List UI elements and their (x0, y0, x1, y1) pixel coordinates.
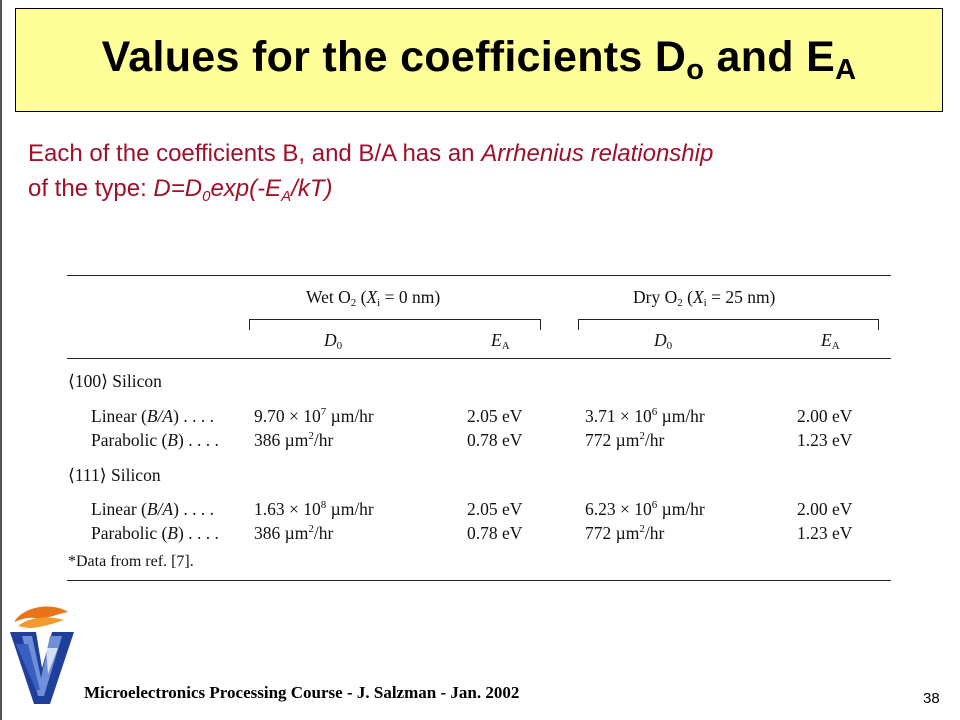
col-header-wet-ea: $E_A$ (491, 330, 510, 352)
dry-group-bracket (578, 319, 879, 330)
technion-logo-icon (6, 604, 76, 708)
cell-wet-d0: $1.63 \times 10^8$ µm/hr (254, 499, 374, 519)
cell-wet-ea: 0.78 eV (467, 523, 523, 543)
cell-wet-ea: 0.78 eV (467, 430, 523, 450)
wet-group-bracket (249, 319, 541, 330)
page-number: 38 (923, 690, 940, 707)
section-heading-111: ⟨111⟩ Silicon (68, 465, 161, 485)
col-header-dry-ea: $E_A$ (821, 330, 840, 352)
row-label: Parabolic (B) . . . . (91, 430, 219, 450)
row-label: Parabolic (B) . . . . (91, 523, 219, 543)
cell-dry-d0: $6.23 \times 10^6$ µm/hr (585, 499, 705, 519)
header-dry-group: Dry $O_2$ ($X_i = 25$ nm) (633, 287, 776, 309)
cell-wet-ea: 2.05 eV (467, 406, 523, 426)
table-footnote: *Data from ref. [7]. (68, 553, 194, 570)
slide-title: Values for the coefficients $D_o$ and $E_A$ (101, 33, 857, 86)
cell-dry-ea: 1.23 eV (797, 523, 853, 543)
cell-wet-d0: 386 µm$^2$/hr (254, 523, 334, 543)
cell-wet-ea: 2.05 eV (467, 499, 523, 519)
section-heading-100: ⟨100⟩ Silicon (68, 371, 162, 391)
footer-course-credit: Microelectronics Processing Course - J. Salzman - Jan. 2002 (84, 683, 520, 702)
cell-dry-ea: 1.23 eV (797, 430, 853, 450)
cell-dry-d0: 772 µm$^2$/hr (585, 430, 665, 450)
cell-wet-d0: $9.70 \times 10^7$ µm/hr (254, 406, 374, 426)
table-top-rule (67, 275, 891, 276)
col-header-wet-d0: $D_0$ (324, 330, 343, 352)
cell-dry-ea: 2.00 eV (797, 499, 853, 519)
arrhenius-formula: $D=D_0\exp(-E_A/kT)$ (153, 175, 333, 205)
cell-dry-ea: 2.00 eV (797, 406, 853, 426)
intro-line-1: Each of the coefficients B, and B/A has an Arrhenius relationship (28, 140, 714, 167)
cell-dry-d0: $3.71 \times 10^6$ µm/hr (585, 406, 705, 426)
cell-dry-d0: 772 µm$^2$/hr (585, 523, 665, 543)
row-label: Linear (B/A) . . . . (91, 499, 214, 519)
header-rule (67, 358, 891, 359)
cell-wet-d0: 386 µm$^2$/hr (254, 430, 334, 450)
col-header-dry-d0: $D_0$ (654, 330, 673, 352)
row-label: Linear (B/A) . . . . (91, 406, 214, 426)
header-wet-group: Wet $O_2$ ($X_i = 0$ nm) (306, 287, 441, 309)
table-bottom-rule (67, 580, 891, 581)
intro-line-2: of the type: $D=D_0\exp(-E_A/kT)$ (28, 175, 333, 205)
